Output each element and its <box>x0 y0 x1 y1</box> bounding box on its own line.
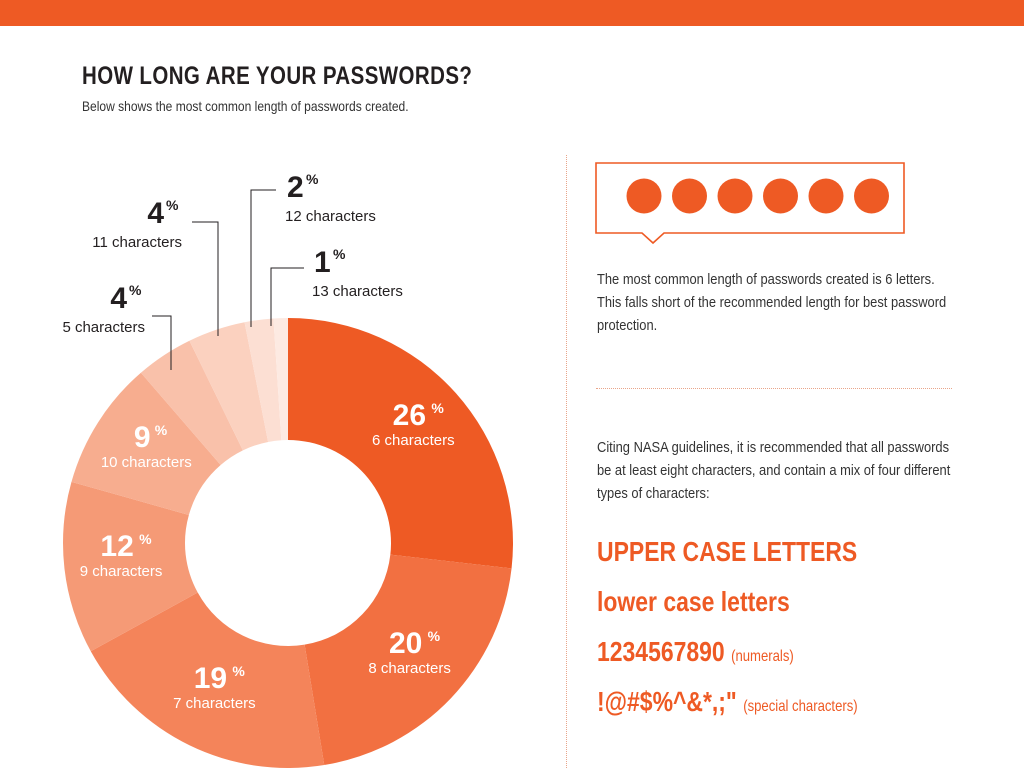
callout-percent-sign: % <box>129 282 142 298</box>
horizontal-divider <box>596 388 952 389</box>
password-dot <box>763 179 798 214</box>
password-dot <box>627 179 662 214</box>
slice-category-label: 9 characters <box>79 563 163 581</box>
callout-value-label: 4 <box>110 282 127 315</box>
callout-category-label: 11 characters <box>92 234 182 251</box>
password-field-illustration <box>594 161 906 252</box>
slice-category-label: 10 characters <box>100 453 192 471</box>
common-length-text: The most common length of passwords created is 6 letters. This falls short of the recommended length for best password protection. <box>597 271 947 334</box>
char-type-numerals: 1234567890 (numerals) <box>597 636 794 667</box>
numerals-note: (numerals) <box>731 648 794 665</box>
page-title: HOW LONG ARE YOUR PASSWORDS? <box>82 62 473 90</box>
slice-percent-sign: % <box>431 400 444 417</box>
callout-category-label: 12 characters <box>285 208 376 225</box>
char-type-special: !@#$%^&*,;" (special characters) <box>597 686 858 717</box>
special-note: (special characters) <box>743 698 858 715</box>
slice-value-label: 12 <box>100 530 134 564</box>
slice-category-label: 6 characters <box>372 432 455 450</box>
page-subtitle: Below shows the most common length of passwords created. <box>82 98 409 114</box>
nasa-guidelines-text: Citing NASA guidelines, it is recommended that all passwords be at least eight characters, and contain a mix of four different types of characters: <box>597 439 951 502</box>
slice-value-label: 20 <box>388 626 423 660</box>
callout-percent-sign: % <box>166 197 179 213</box>
callout-leader-line <box>271 268 304 326</box>
callout-value-label: 1 <box>314 246 331 279</box>
slice-value-label: 19 <box>193 662 228 696</box>
slice-value-label: 9 <box>133 420 151 454</box>
callout-value-label: 4 <box>147 197 164 230</box>
callout-leader-line <box>192 222 218 336</box>
password-dot <box>854 179 889 214</box>
callout-leader-line <box>251 190 276 327</box>
callout-category-label: 13 characters <box>312 283 403 300</box>
vertical-divider <box>566 155 567 768</box>
slice-percent-sign: % <box>154 421 168 438</box>
slice-percent-sign: % <box>427 627 441 644</box>
slice-category-label: 8 characters <box>368 659 451 677</box>
slice-percent-sign: % <box>232 663 245 680</box>
slice-category-label: 7 characters <box>173 695 256 713</box>
password-dots-icon <box>594 161 906 247</box>
slice-value-label: 26 <box>392 399 427 433</box>
callout-category-label: 5 characters <box>62 319 145 336</box>
slice-percent-sign: % <box>139 531 152 548</box>
callout-value-label: 2 <box>287 171 304 204</box>
callout-percent-sign: % <box>333 246 346 262</box>
char-type-uppercase: UPPER CASE LETTERS <box>597 536 858 567</box>
char-type-lowercase: lower case letters <box>597 586 790 617</box>
callout-percent-sign: % <box>306 171 319 187</box>
password-dot <box>672 179 707 214</box>
password-dot <box>718 179 753 214</box>
password-dot <box>809 179 844 214</box>
